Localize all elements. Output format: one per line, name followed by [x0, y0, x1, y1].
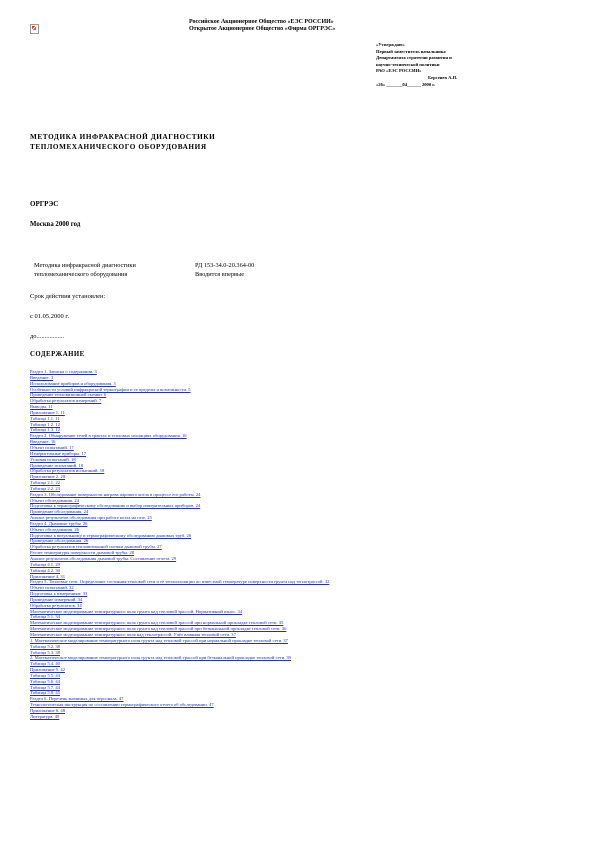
org-line-1: Российское Акционерное Общество «ЕЭС РОССИИ»: [189, 19, 334, 25]
toc-link[interactable]: Раздел 5. Тепловые сети. Определение состояния тепловой сети и её теплоизоляции по известной температуре поверхности грунта над теплотрассой. 32: [30, 579, 330, 585]
toc-link[interactable]: Таблица 2.2. 23: [30, 485, 60, 491]
toc-link[interactable]: Проведение обследования. 24: [30, 509, 89, 515]
toc-link[interactable]: Проведение обследования. 26: [30, 538, 89, 544]
toc-link[interactable]: Использование приборов и оборудования. 3: [30, 380, 116, 386]
toc-link[interactable]: Обработка результатов измерений. 7: [30, 398, 102, 404]
toc-link[interactable]: Приложение 1. 11: [30, 409, 65, 415]
doc-name: [34, 262, 136, 279]
validity-from: с 01.05.2000 г.: [30, 313, 69, 320]
validity-label: Срок действия установлен:: [30, 293, 106, 300]
toc-link[interactable]: Раздел 1. Записка о содержании. 3: [30, 369, 97, 374]
approval-line: Первый заместитель начальника: [376, 48, 446, 54]
doc-code: РД 153-34.0-20.364-00: [195, 262, 255, 269]
toc-link[interactable]: Таблица 1.3. 12: [30, 427, 60, 433]
approval-line: Департамента стратегии развития и: [376, 55, 452, 61]
toc-link[interactable]: Таблица 5.2. 38: [30, 643, 60, 649]
toc-link[interactable]: Раздел 4. Дымовые трубы. 26: [30, 520, 88, 526]
toc-link[interactable]: Приложение 6. 48: [30, 707, 65, 713]
toc-link[interactable]: Математическое моделирование температурного поля над теплотрассой. Учёт влияния тепловой сети. 37: [30, 631, 236, 637]
toc-link[interactable]: Приложение 5. 42: [30, 667, 65, 673]
doc-status: Вводится впервые: [195, 270, 245, 278]
toc-link[interactable]: Подготовка к измерениям. 33: [30, 591, 88, 597]
toc-link[interactable]: Технологическая инструкция по составлению термографического отчета об обследовании. 47: [30, 702, 214, 708]
toc-link[interactable]: Математическое моделирование температурного поля грунта над тепловой трассой при безканальной прокладке тепловой сети. 36: [30, 626, 287, 632]
toc-link[interactable]: Выводы. 11: [30, 404, 53, 410]
toc-link[interactable]: Условия испытаний. 18: [30, 456, 76, 462]
toc-link[interactable]: Проведение тепловизионной съемки. 6: [30, 392, 107, 398]
toc-link[interactable]: Объект обследования. 24: [30, 497, 79, 503]
toc-link[interactable]: Обработка результатов тепловизионной съемки дымовой трубы. 27: [30, 544, 162, 550]
approval-line: научно-технической политики: [376, 61, 440, 67]
toc-link[interactable]: Таблица 5.3. 38: [30, 649, 60, 655]
organization-header: [189, 19, 335, 33]
toc-link[interactable]: Анализ результатов обследования при работе котла на газе. 25: [30, 515, 152, 521]
toc-link[interactable]: Обработка результатов. 34: [30, 602, 82, 608]
toc-link[interactable]: Таблица 5.8. 45: [30, 690, 60, 696]
publisher: ОРГРЭС: [30, 200, 59, 208]
toc-link[interactable]: Измерительные приборы. 17: [30, 450, 87, 456]
document-main-title: [30, 132, 215, 152]
approval-signature: Берсенев А.П.: [428, 74, 458, 80]
toc-link[interactable]: Объект испытаний. 17: [30, 444, 74, 450]
city-year: Москва 2000 год: [30, 221, 81, 228]
toc-link[interactable]: Обработка результатов испытаний. 18: [30, 468, 105, 474]
toc-link[interactable]: Таблица 5.1. 34: [30, 614, 60, 620]
toc-link[interactable]: Расчет температуры поверхности дымовой трубы. 28: [30, 550, 135, 556]
toc-link[interactable]: Приложение 2. 20: [30, 474, 65, 480]
toc-link[interactable]: Таблица 1.2. 12: [30, 421, 60, 427]
toc-link[interactable]: Приложение 4. 31: [30, 573, 65, 579]
validity-until: до.................: [30, 333, 65, 340]
toc-link[interactable]: Таблица 4.2. 30: [30, 567, 60, 573]
toc-link[interactable]: Объект испытаний. 32: [30, 585, 74, 591]
toc-link[interactable]: Таблица 4.1. 29: [30, 561, 60, 567]
approval-block: [376, 42, 457, 88]
toc-link[interactable]: Раздел 3. Обследование поверхности нагрева парового котла в процессе его работы. 24: [30, 491, 201, 497]
title-line-1: МЕТОДИКА ИНФРАКРАСНОЙ ДИАГНОСТИКИ: [30, 133, 216, 141]
toc-link[interactable]: 2. Математическое моделирование температурного поля грунта над тепловой трассой при безканальной прокладке тепловой сети. 39: [30, 655, 291, 661]
contents-heading: СОДЕРЖАНИЕ: [30, 351, 85, 358]
toc-link[interactable]: Анализ результатов обследования дымовой трубы. Составление отчета. 29: [30, 556, 177, 561]
approval-date: «26» _______04______ 2000 г.: [376, 81, 435, 87]
toc-link[interactable]: Математическое моделирование температурного поля грунта над тепловой трассой. Нормативный износ. 34: [30, 608, 243, 614]
broken-image-icon: [30, 24, 39, 34]
toc-link[interactable]: Раздел 6. Перечень значимых для персонала. 47: [30, 696, 124, 702]
toc-link[interactable]: Таблица 1.1. 11: [30, 415, 60, 421]
toc-link[interactable]: 1. Математическое моделирование температурного поля грунта над тепловой трассой при нормальной прокладке тепловой сети. 37: [30, 637, 288, 643]
title-line-2: ТЕПЛОМЕХАНИЧЕСКОГО ОБОРУДОВАНИЯ: [30, 143, 207, 151]
toc-link[interactable]: Таблица 5.6. 44: [30, 678, 60, 684]
approval-line: РАО «ЕЭС РОССИИ»: [376, 68, 422, 74]
toc-link[interactable]: Подготовка к визуальному и термографическому обследованию дымовых труб. 26: [30, 532, 192, 538]
org-line-2: Открытое Акционерное Общество «Фирма ОРГРЭС»: [189, 26, 336, 32]
toc-link[interactable]: Таблица 2.1. 22: [30, 480, 60, 486]
doc-name-line-1: Методика инфракрасной диагностики: [34, 262, 136, 269]
toc-link[interactable]: Проведение измерений. 34: [30, 596, 83, 602]
toc-link[interactable]: Таблица 5.7. 44: [30, 684, 60, 690]
toc-link[interactable]: Проведение испытаний. 18: [30, 462, 83, 468]
toc-link[interactable]: Таблица 5.4. 40: [30, 661, 60, 667]
approval-line: «Утверждаю»: [376, 42, 405, 47]
toc-link[interactable]: Математическое моделирование температурного поля грунта над тепловой трассой при нормальной прокладке тепловой сети. 35: [30, 620, 284, 626]
toc-link[interactable]: Подготовка к термографическому обследованию и выбор измерительных приборов. 24: [30, 503, 201, 509]
doc-name-line-2: тепломеханического оборудования: [34, 270, 128, 278]
toc-link[interactable]: Раздел 2. Обнаружение течей в трактах и тепловых изоляциях оборудования. 16: [30, 433, 187, 439]
toc-link[interactable]: Особенности условий инфракрасной термографии и ее пределы и возможности. 5: [30, 386, 191, 392]
toc-link[interactable]: Литература. 49: [30, 713, 60, 719]
table-of-contents: [30, 369, 540, 720]
toc-link[interactable]: Введение. 3: [30, 374, 54, 380]
toc-link[interactable]: Таблица 5.5. 44: [30, 672, 60, 678]
toc-link[interactable]: Объект обследования. 26: [30, 526, 79, 532]
toc-link[interactable]: Введение. 16: [30, 439, 56, 445]
doc-code-block: [195, 262, 254, 279]
